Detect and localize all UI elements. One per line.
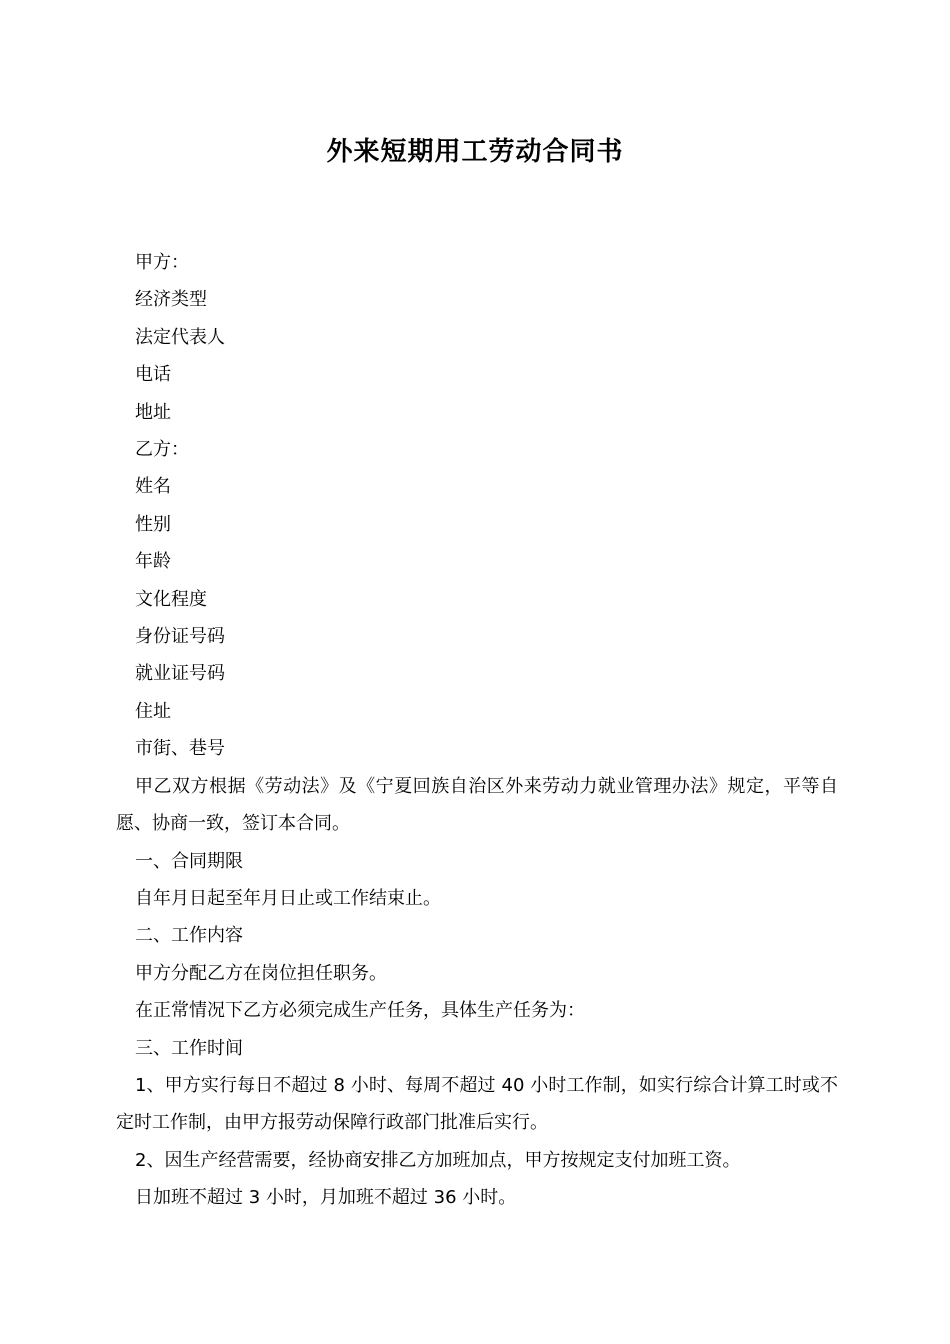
party-b-name: 姓名	[135, 476, 171, 498]
party-a-economic-type: 经济类型	[135, 289, 207, 311]
party-a-heading: 甲方：	[135, 252, 189, 273]
party-b-education: 文化程度	[135, 588, 207, 610]
document-body	[116, 244, 838, 1217]
party-b-age: 年龄	[135, 551, 171, 573]
section-term-heading: 一、合同期限	[135, 850, 243, 872]
party-b-heading: 乙方：	[135, 439, 189, 461]
party-a-phone: 电话	[135, 364, 171, 386]
section-work-content-heading: 二、工作内容	[135, 925, 243, 947]
contract-intro: 甲乙双方根据《劳动法》及《宁夏回族自治区外来劳动力就业管理办法》规定，平等自愿、协商一致，签订本合同。	[116, 775, 838, 835]
party-a-legal-representative: 法定代表人	[135, 326, 225, 348]
party-b-id-number: 身份证号码	[135, 626, 225, 648]
party-b-employment-cert-number: 就业证号码	[135, 663, 225, 685]
section-work-time-heading: 三、工作时间	[135, 1037, 243, 1059]
section-work-time-item-2: 2、因生产经营需要，经协商安排乙方加班加点，甲方按规定支付加班工资。	[135, 1149, 741, 1171]
section-term-text: 自年月日起至年月日止或工作结束止。	[135, 887, 441, 909]
party-b-residence: 住址	[135, 700, 171, 722]
section-work-content-text-1: 甲方分配乙方在岗位担任职务。	[135, 962, 387, 984]
party-b-street: 市街、巷号	[135, 738, 225, 760]
section-work-time-item-1: 1、甲方实行每日不超过 8 小时、每周不超过 40 小时工作制，如实行综合计算工时或不定时工作制，由甲方报劳动保障行政部门批准后实行。	[116, 1074, 838, 1134]
section-work-content-text-2: 在正常情况下乙方必须完成生产任务，具体生产任务为：	[135, 1000, 585, 1022]
document-title: 外来短期用工劳动合同书	[326, 137, 624, 167]
party-b-gender: 性别	[135, 513, 171, 535]
section-work-time-item-3: 日加班不超过 3 小时，月加班不超过 36 小时。	[135, 1187, 517, 1209]
party-a-address: 地址	[135, 401, 171, 423]
